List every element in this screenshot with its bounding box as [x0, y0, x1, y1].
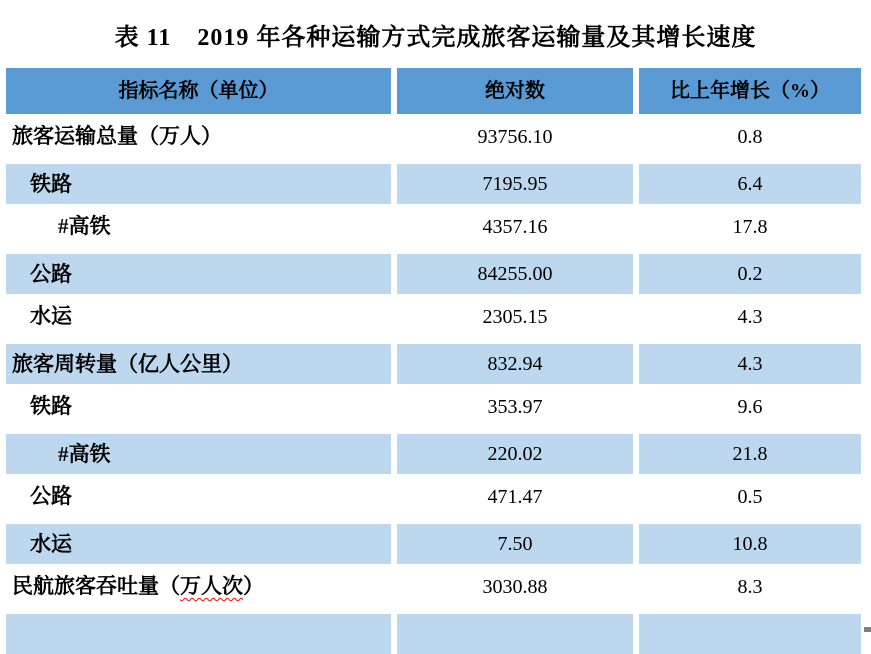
- table-row: [6, 204, 861, 249]
- row-growth-value: 0.5: [737, 485, 763, 508]
- row-abs-value: 7.50: [397, 524, 633, 564]
- table-row: [6, 249, 861, 294]
- statistics-table: [6, 68, 861, 654]
- row-growth-value: 6.4: [639, 164, 861, 204]
- table-row: [6, 474, 861, 519]
- row-label: 铁路: [6, 164, 391, 204]
- table-header-row: [6, 68, 861, 114]
- row-label: 铁路: [30, 394, 72, 418]
- row-abs-value: 2305.15: [482, 305, 548, 328]
- row-label: 旅客周转量（亿人公里）: [6, 344, 391, 384]
- window-corner-fragment: [864, 627, 871, 632]
- row-label: [6, 614, 391, 654]
- row-growth-value: 4.3: [737, 305, 763, 328]
- header-growth-rate: 比上年增长（%）: [639, 68, 861, 114]
- row-abs-value: 471.47: [487, 485, 543, 508]
- table-title: [0, 0, 871, 68]
- row-label: 公路: [6, 254, 391, 294]
- row-abs-value: 353.97: [487, 395, 543, 418]
- row-label: [6, 564, 391, 609]
- row-label: #高铁: [6, 434, 391, 474]
- row-abs-value: [397, 614, 633, 654]
- table-number: 表 11: [114, 24, 172, 51]
- table-row: [6, 519, 861, 564]
- table-row: [6, 384, 861, 429]
- row-abs-value: 84255.00: [397, 254, 633, 294]
- row-growth-value: 4.3: [639, 344, 861, 384]
- table-row: [6, 114, 861, 159]
- table-row: [6, 294, 861, 339]
- table-row: [6, 159, 861, 204]
- row-label: 水运: [30, 304, 72, 328]
- row-abs-value: 7195.95: [397, 164, 633, 204]
- row-growth-value: 0.2: [639, 254, 861, 294]
- row-growth-value: 0.8: [737, 125, 763, 148]
- row-label-spellcheck-squiggle: 万人次: [180, 574, 243, 598]
- row-label: #高铁: [58, 214, 111, 238]
- row-growth-value: 9.6: [737, 395, 763, 418]
- table-row: [6, 429, 861, 474]
- row-label-prefix: 民航旅客吞吐量（: [12, 574, 180, 598]
- table-row: [6, 564, 861, 609]
- row-abs-value: 3030.88: [482, 575, 548, 598]
- row-abs-value: 220.02: [397, 434, 633, 474]
- row-abs-value: 832.94: [397, 344, 633, 384]
- header-indicator-name: 指标名称（单位）: [6, 68, 391, 114]
- row-growth-value: 8.3: [737, 575, 763, 598]
- table-title-text: 2019 年各种运输方式完成旅客运输量及其增长速度: [197, 24, 757, 51]
- row-growth-value: 10.8: [639, 524, 861, 564]
- table-row: [6, 339, 861, 384]
- row-label: 水运: [6, 524, 391, 564]
- row-label-suffix: ）: [243, 574, 264, 598]
- header-absolute-value: 绝对数: [397, 68, 633, 114]
- row-growth-value: [639, 614, 861, 654]
- row-abs-value: 93756.10: [477, 125, 553, 148]
- row-label: 公路: [30, 484, 72, 508]
- row-growth-value: 21.8: [639, 434, 861, 474]
- row-abs-value: 4357.16: [482, 215, 548, 238]
- row-label: 旅客运输总量（万人）: [12, 124, 222, 148]
- row-growth-value: 17.8: [732, 215, 768, 238]
